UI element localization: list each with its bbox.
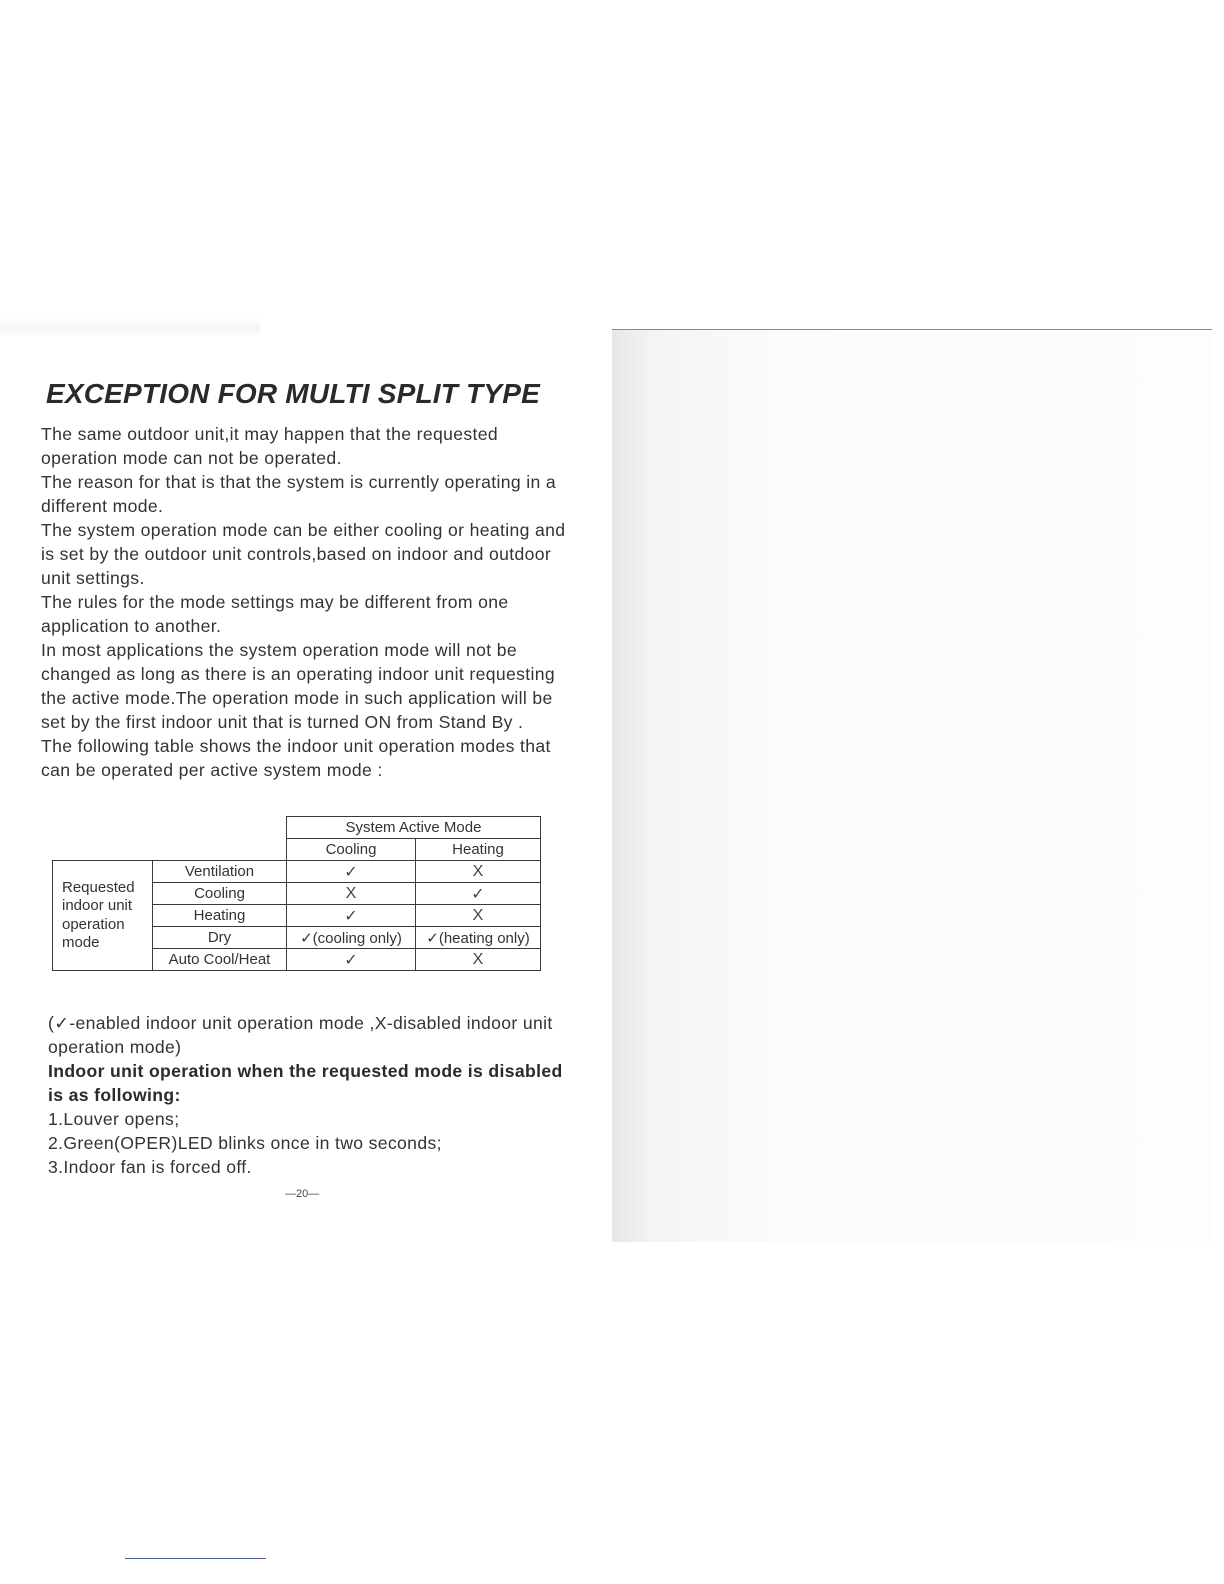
cell-cooling: X — [287, 883, 416, 905]
paragraph: The following table shows the indoor unit operation modes that can be operated per active system mode : — [41, 736, 551, 780]
row-mode: Auto Cool/Heat — [153, 949, 287, 971]
row-mode: Cooling — [153, 883, 287, 905]
list-item: 2.Green(OPER)LED blinks once in two seconds; — [48, 1133, 442, 1153]
legend-note: (✓-enabled indoor unit operation mode ,X-disabled indoor unit operation mode) — [48, 1013, 553, 1057]
cell-heating: X — [416, 905, 541, 927]
cell-heating: X — [416, 861, 541, 883]
cell-cooling: ✓ — [287, 905, 416, 927]
table-subheader-row — [53, 839, 541, 861]
section-heading: Indoor unit operation when the requested mode is disabled is as following: — [48, 1061, 563, 1105]
cell-heating: X — [416, 949, 541, 971]
list-item: 1.Louver opens; — [48, 1109, 180, 1129]
cell-heating: ✓(heating only) — [416, 927, 541, 949]
page-title: EXCEPTION FOR MULTI SPLIT TYPE — [46, 378, 540, 409]
table-row — [53, 861, 541, 883]
list-item: 3.Indoor fan is forced off. — [48, 1157, 252, 1177]
row-group-label: Requested indoor unit operation mode — [53, 861, 153, 971]
table-header-row — [53, 817, 541, 839]
table-header-system-active-mode: System Active Mode — [287, 817, 541, 839]
paragraph: The same outdoor unit,it may happen that the requested operation mode can not be operated. — [41, 424, 499, 468]
scan-artifact-line — [125, 1558, 266, 1559]
column-header-heating: Heating — [416, 839, 541, 861]
disabled-mode-section — [48, 1011, 578, 1179]
mode-compatibility-table — [52, 816, 541, 971]
cell-heating: ✓ — [416, 883, 541, 905]
paragraph: The reason for that is that the system is currently operating in a different mode. — [41, 472, 556, 516]
intro-text — [41, 422, 573, 782]
paragraph: The system operation mode can be either cooling or heating and is set by the outdoor unit controls,based on indoor and outdoor unit settings. — [41, 520, 566, 588]
row-mode: Ventilation — [153, 861, 287, 883]
cell-cooling: ✓ — [287, 861, 416, 883]
cell-cooling: ✓ — [287, 949, 416, 971]
row-mode: Dry — [153, 927, 287, 949]
page-number: —20— — [285, 1188, 320, 1200]
facing-page-blank — [612, 330, 1212, 1242]
scan-shadow — [0, 318, 260, 338]
row-mode: Heating — [153, 905, 287, 927]
cell-cooling: ✓(cooling only) — [287, 927, 416, 949]
paragraph: The rules for the mode settings may be different from one application to another. — [41, 592, 509, 636]
column-header-cooling: Cooling — [287, 839, 416, 861]
paragraph: In most applications the system operation mode will not be changed as long as there is an operating indoor unit requesting the active mode.The operation mode in such application will be set by the first indoor unit that is turned ON from Stand By . — [41, 640, 556, 732]
